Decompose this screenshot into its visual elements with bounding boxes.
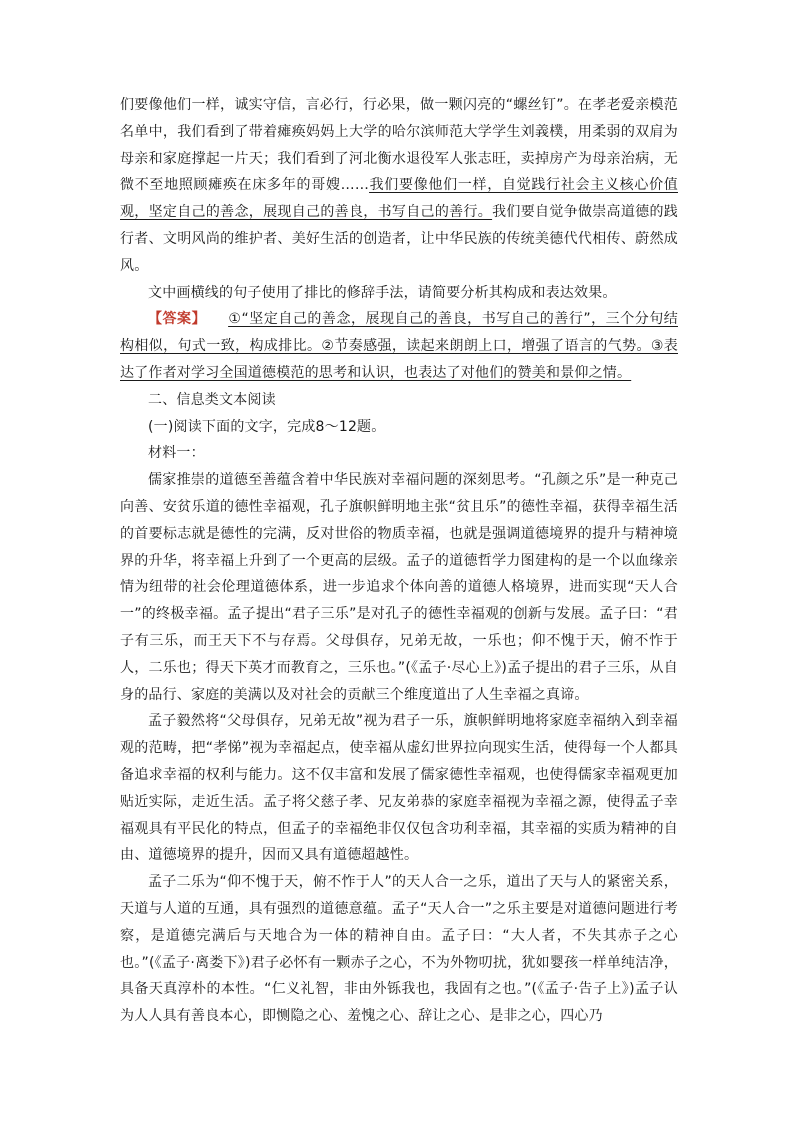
subsection-title: (一)阅读下面的文字，完成8～12题。 xyxy=(148,418,386,435)
answer-paragraph xyxy=(120,306,678,386)
section-title: 二、信息类文本阅读 xyxy=(148,391,276,408)
material-label: 材料一： xyxy=(148,445,205,462)
underlined-parallel-sentence: 我们要像他们一样，自觉践行社会主义核心价值观，坚定自己的善念，展现自己的善良，书写自己的善行。 xyxy=(120,177,678,221)
answer-text: ①“坚定自己的善念，展现自己的善良，书写自己的善行”，三个分句结构相似，句式一致，构成排比。②节奏感强，读起来朗朗上口，增强了语言的气势。③表达了作者对学习全国道德模范的思考和认识，也表达了对他们的赞美和景仰之情。 xyxy=(120,311,678,381)
intro-text-start: 们要像他们一样，诚实守信，言必行，行必果，做一颗闪亮的“螺丝钉”。在孝老爱亲模范名单中，我们看到了带着瘫痪妈妈上大学的哈尔滨师范大学学生刘義樸，用柔弱的双肩为母亲和家庭撑起一片天；我们看到了河北衡水退役军人张志旺，卖掉房产为母亲治病，无微不至地照顾瘫痪在床多年的哥嫂…… xyxy=(120,97,678,194)
body-paragraph-1: 儒家推崇的道德至善蕴含着中华民族对幸福问题的深刻思考。“孔颜之乐”是一种克己向善、安贫乐道的德性幸福观，孔子旗帜鲜明地主张“贫且乐”的德性幸福，获得幸福生活的首要标志就是德性的完满，反对世俗的物质幸福，也就是强调道德境界的提升与精神境界的升华，将幸福上升到了一个更高的层级。孟子的道德哲学力图建构的是一个以血缘亲情为纽带的社会伦理道德体系，进一步追求个体向善的道德人格境界，进而实现“天人合一”的终极幸福。孟子提出“君子三乐”是对孔子的德性幸福观的创新与发展。孟子曰：“君子有三乐，而王天下不与存焉。父母俱存，兄弟无故，一乐也；仰不愧于天，俯不怍于人，二乐也；得天下英才而教育之，三乐也。”(《孟子·尽心上》)孟子提出的君子三乐，从自身的品行、家庭的美满以及对社会的贡献三个维度道出了人生幸福之真谛。 xyxy=(120,472,678,703)
document-page xyxy=(120,92,678,1030)
body-paragraph-2: 孟子毅然将“父母俱存，兄弟无故”视为君子一乐，旗帜鲜明地将家庭幸福纳入到幸福观的范畴，把“孝悌”视为幸福起点，使幸福从虚幻世界拉向现实生活，使得每一个人都具备追求幸福的权利与能力。这不仅丰富和发展了儒家德性幸福观，也使得儒家幸福观更加贴近实际，走近生活。孟子将父慈子孝、兄友弟恭的家庭幸福视为幸福之源，使得孟子幸福观具有平民化的特点，但孟子的幸福绝非仅仅包含功利幸福，其幸福的实质为精神的自由、道德境界的提升，因而又具有道德超越性。 xyxy=(120,713,678,864)
answer-label: 【答案】 xyxy=(148,311,207,328)
intro-paragraph xyxy=(120,92,678,280)
body-paragraph-3: 孟子二乐为“仰不愧于天，俯不怍于人”的天人合一之乐，道出了天与人的紧密关系，天道与人道的互通，具有强烈的道德意蕴。孟子“天人合一”之乐主要是对道德问题进行考察，是道德完满后与天地合为一体的精神自由。孟子曰：“大人者，不失其赤子之心也。”(《孟子·离娄下》)君子必怀有一颗赤子之心，不为外物叨扰，犹如婴孩一样单纯洁净，具备天真淳朴的本性。“仁义礼智，非由外铄我也，我固有之也。”(《孟子·告子上》)孟子认为人人具有善良本心，即恻隐之心、羞愧之心、辞让之心、是非之心，四心乃 xyxy=(120,874,678,1025)
intro-text-end: 我们要自觉争做崇高道德的践行者、文明风尚的维护者、美好生活的创造者，让中华民族的传统美德代代相传、蔚然成风。 xyxy=(120,204,679,274)
question-text: 文中画横线的句子使用了排比的修辞手法，请简要分析其构成和表达效果。 xyxy=(148,284,617,301)
